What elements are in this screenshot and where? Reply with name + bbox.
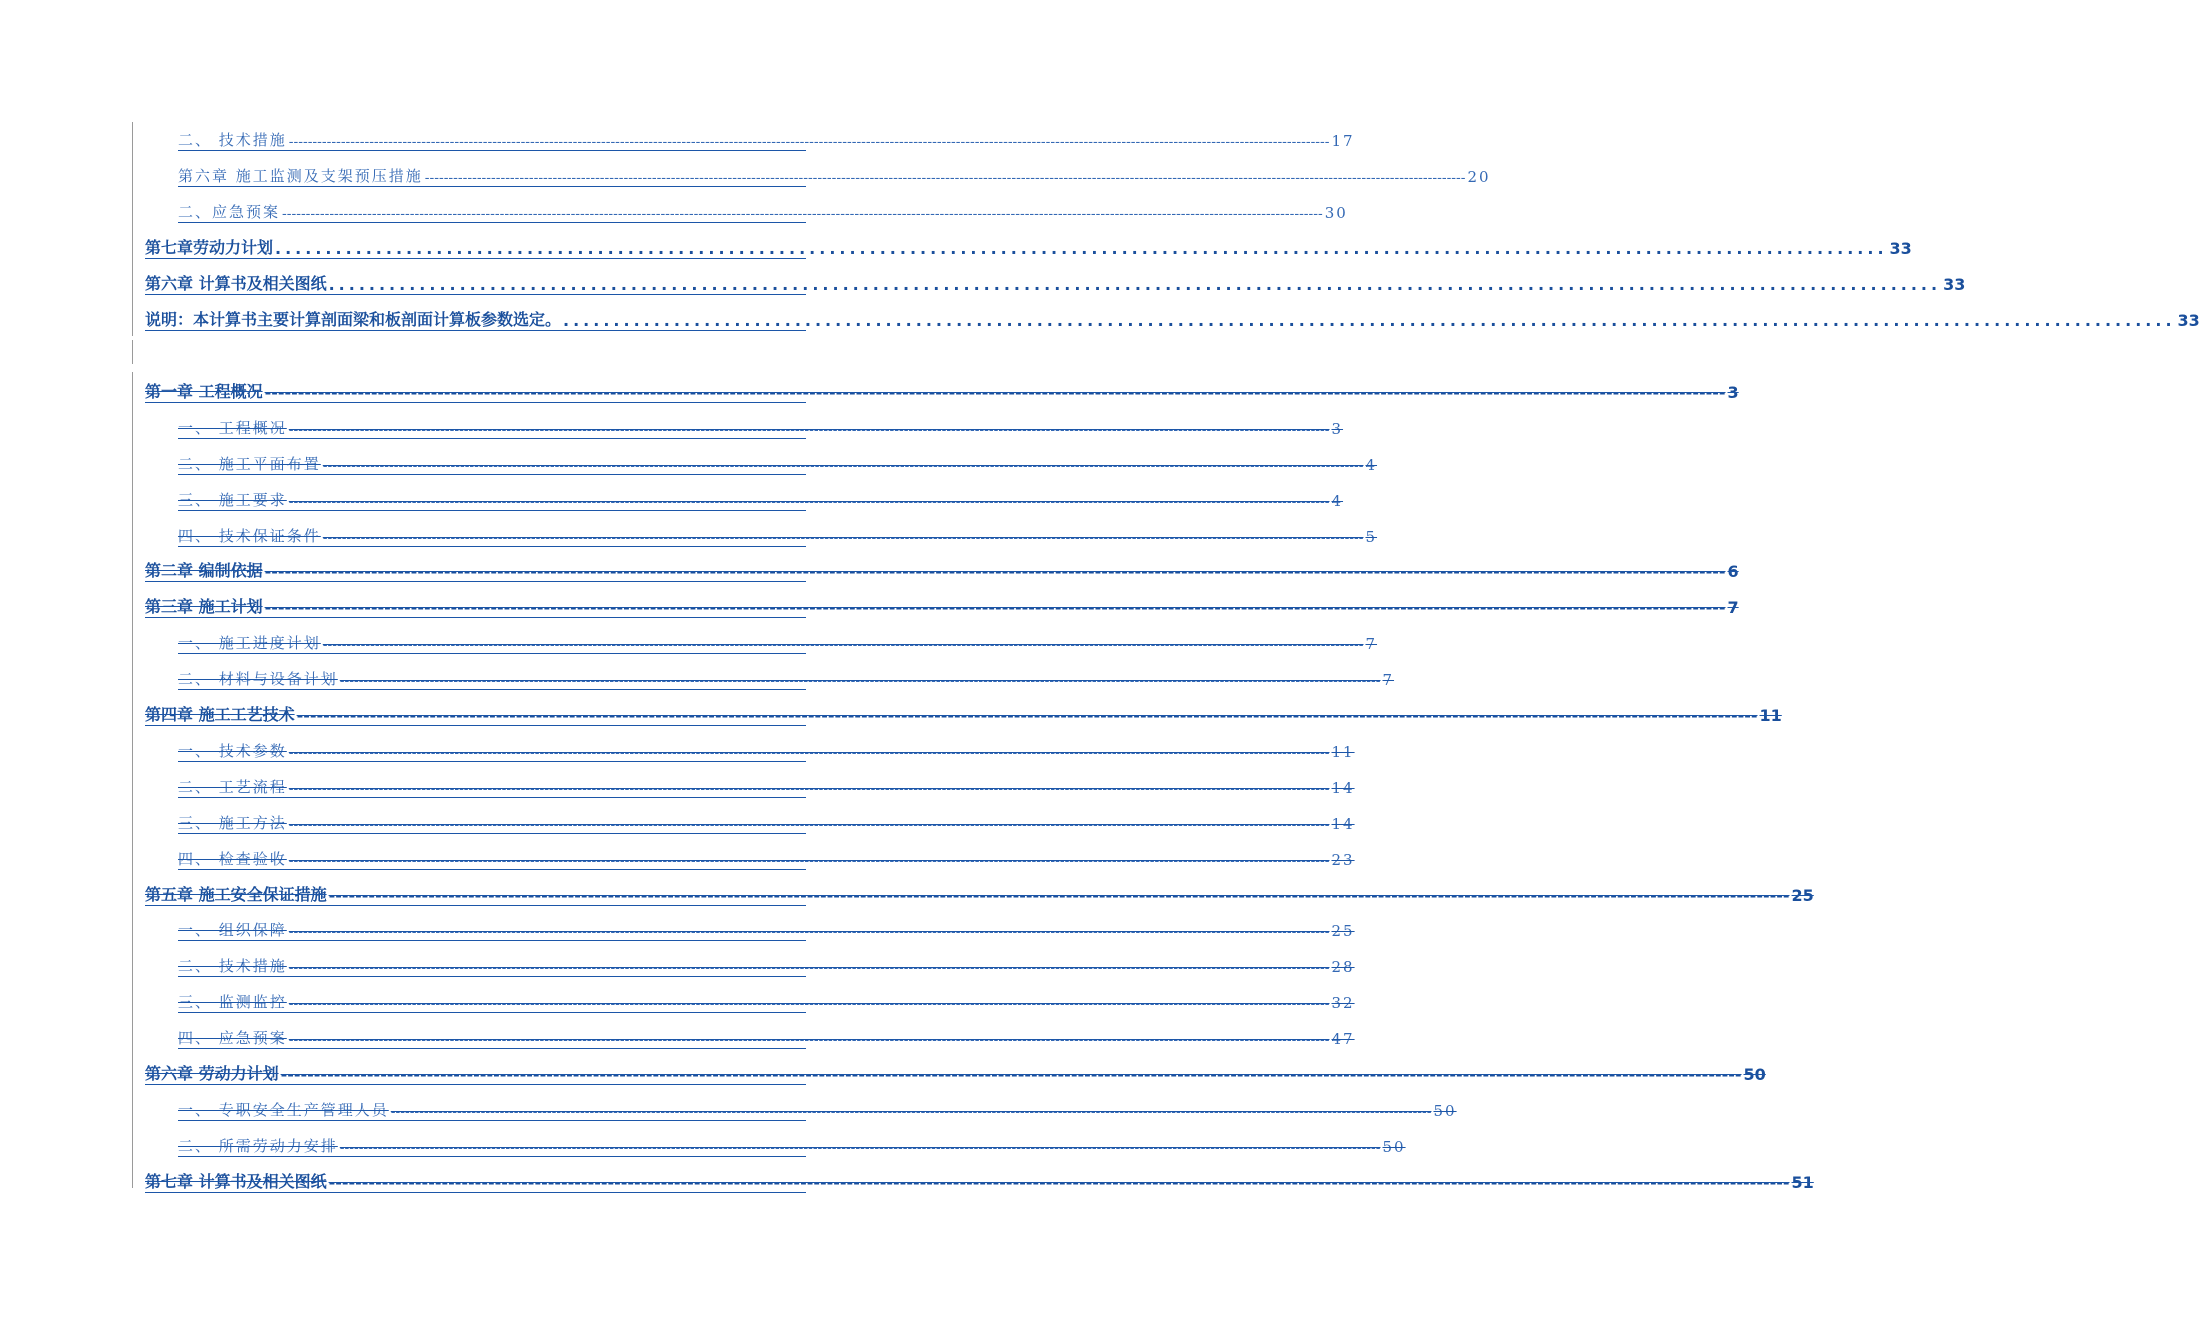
toc-line <box>0 665 1395 689</box>
toc-section-link[interactable] <box>178 198 1348 223</box>
toc-leader: ---------------------------------------------------------------------------------------------------------------------------------------------------------------------------------------------------------------------------- <box>288 960 1330 976</box>
toc-line <box>0 773 1355 797</box>
toc-chapter-link[interactable] <box>145 881 1814 906</box>
toc-page-number: 33 <box>1889 239 1912 258</box>
toc-entry-title: 三、 施工方法 <box>178 814 287 832</box>
toc-entry-title: 三、 施工要求 <box>178 491 287 509</box>
toc-line <box>0 737 1355 761</box>
toc-page-number: 50 <box>1382 1138 1406 1156</box>
toc-page-number: 32 <box>1331 994 1355 1012</box>
toc-line <box>0 450 1378 474</box>
toc-leader: ---------------------------------------------------------------------------------------------------------------------------------------------------------------------------------------------------------------------------- <box>328 1173 1790 1192</box>
toc-chapter-link[interactable] <box>145 378 1739 403</box>
toc-leader: ---------------------------------------------------------------------------------------------------------------------------------------------------------------------------------------------------------------------------- <box>288 1032 1330 1048</box>
toc-page-number: 6 <box>1727 562 1739 581</box>
toc-entry-title: 四、 检查验收 <box>178 850 287 868</box>
toc-leader: ---------------------------------------------------------------------------------------------------------------------------------------------------------------------------------------------------------------------------- <box>264 383 1726 402</box>
toc-leader: ................................................................................................................................................................ <box>275 239 1888 258</box>
toc-line <box>0 1132 1406 1156</box>
toc-page-number: 4 <box>1365 456 1378 474</box>
toc-entry-title: 说明：本计算书主要计算剖面梁和板剖面计算板参数选定。 <box>145 310 562 329</box>
toc-page-number: 14 <box>1331 779 1355 797</box>
toc-entry-title: 一、 施工进度计划 <box>178 634 321 652</box>
toc-line <box>0 629 1378 653</box>
toc-page-number: 4 <box>1331 492 1344 510</box>
toc-leader: ---------------------------------------------------------------------------------------------------------------------------------------------------------------------------------------------------------------------------- <box>322 637 1364 653</box>
toc-page-number: 17 <box>1331 132 1355 150</box>
toc-leader: ---------------------------------------------------------------------------------------------------------------------------------------------------------------------------------------------------------------------------- <box>288 745 1330 761</box>
toc-chapter-link[interactable] <box>145 234 1912 259</box>
toc-section-link[interactable] <box>178 162 1491 187</box>
toc-entry-title: 一、 组织保障 <box>178 921 287 939</box>
toc-leader: ---------------------------------------------------------------------------------------------------------------------------------------------------------------------------------------------------------------------------- <box>288 781 1330 797</box>
toc-line <box>0 1024 1355 1048</box>
toc-entry-title: 第六章 计算书及相关图纸 <box>145 274 327 293</box>
toc-section-link[interactable] <box>178 1096 1457 1121</box>
toc-page-number: 33 <box>1943 275 1966 294</box>
toc-page-number: 3 <box>1331 420 1344 438</box>
change-bar-gap <box>132 340 133 364</box>
toc-line <box>0 557 1739 581</box>
toc-line <box>0 809 1355 833</box>
toc-page-number: 14 <box>1331 815 1355 833</box>
toc-line <box>0 306 2200 330</box>
toc-line <box>0 198 1348 222</box>
toc-entry-title: 第二章 编制依据 <box>145 561 263 580</box>
toc-page-number: 7 <box>1382 671 1395 689</box>
toc-line <box>0 522 1378 546</box>
toc-leader: ---------------------------------------------------------------------------------------------------------------------------------------------------------------------------------------------------------------------------- <box>288 817 1330 833</box>
toc-entry-title: 三、 监测监控 <box>178 993 287 1011</box>
toc-chapter-link[interactable] <box>145 701 1782 726</box>
toc-leader: ---------------------------------------------------------------------------------------------------------------------------------------------------------------------------------------------------------------------------- <box>424 170 1466 186</box>
toc-section-link[interactable] <box>178 1024 1355 1049</box>
toc-leader: ---------------------------------------------------------------------------------------------------------------------------------------------------------------------------------------------------------------------------- <box>288 494 1330 510</box>
toc-line <box>0 270 1966 294</box>
toc-leader: ---------------------------------------------------------------------------------------------------------------------------------------------------------------------------------------------------------------------------- <box>288 996 1330 1012</box>
toc-leader: ---------------------------------------------------------------------------------------------------------------------------------------------------------------------------------------------------------------------------- <box>296 706 1758 725</box>
toc-entry-title: 二、 技术措施 <box>178 957 287 975</box>
toc-entry-title: 四、 应急预案 <box>178 1029 287 1047</box>
toc-section-link[interactable] <box>178 809 1355 834</box>
toc-page-number: 3 <box>1727 383 1739 402</box>
toc-line <box>0 414 1344 438</box>
toc-entry-title: 二、 材料与设备计划 <box>178 670 338 688</box>
toc-line <box>0 701 1782 725</box>
toc-entry-title: 第七章劳动力计划 <box>145 238 274 257</box>
toc-entry-title: 第一章 工程概况 <box>145 382 263 401</box>
toc-entry-title: 一、 技术参数 <box>178 742 287 760</box>
toc-leader: ---------------------------------------------------------------------------------------------------------------------------------------------------------------------------------------------------------------------------- <box>288 134 1330 150</box>
toc-page-number: 5 <box>1365 528 1378 546</box>
toc-line <box>0 988 1355 1012</box>
toc-page-number: 25 <box>1331 922 1355 940</box>
toc-entry-title: 二、 施工平面布置 <box>178 455 321 473</box>
toc-line <box>0 162 1491 186</box>
toc-page-number: 30 <box>1324 204 1348 222</box>
toc-page-number: 50 <box>1433 1102 1457 1120</box>
toc-leader: ---------------------------------------------------------------------------------------------------------------------------------------------------------------------------------------------------------------------------- <box>322 530 1364 546</box>
toc-page-number: 7 <box>1365 635 1378 653</box>
toc-chapter-link[interactable] <box>145 306 2200 331</box>
toc-line <box>0 486 1344 510</box>
toc-section-link[interactable] <box>178 1132 1406 1157</box>
toc-page-number: 7 <box>1727 598 1739 617</box>
toc-page-number: 47 <box>1331 1030 1355 1048</box>
toc-page-number: 20 <box>1467 168 1491 186</box>
toc-line <box>0 916 1355 940</box>
toc-section-link[interactable] <box>178 916 1355 941</box>
toc-page-number: 11 <box>1759 706 1782 725</box>
toc-section-link[interactable] <box>178 126 1355 151</box>
toc-section-link[interactable] <box>178 450 1378 475</box>
toc-section-link[interactable] <box>178 845 1355 870</box>
toc-section-link[interactable] <box>178 952 1355 977</box>
toc-entry-title: 四、 技术保证条件 <box>178 527 321 545</box>
toc-chapter-link[interactable] <box>145 270 1966 295</box>
toc-chapter-link[interactable] <box>145 1060 1766 1085</box>
toc-page-number: 23 <box>1331 851 1355 869</box>
toc-entry-title: 二、 技术措施 <box>178 131 287 149</box>
toc-section-link[interactable] <box>178 665 1395 690</box>
toc-section-link[interactable] <box>178 414 1344 439</box>
toc-page-number: 50 <box>1743 1065 1766 1084</box>
toc-page-number: 51 <box>1791 1173 1814 1192</box>
toc-entry-title: 一、 工程概况 <box>178 419 287 437</box>
toc-leader: ---------------------------------------------------------------------------------------------------------------------------------------------------------------------------------------------------------------------------- <box>264 562 1726 581</box>
toc-entry-title: 二、 工艺流程 <box>178 778 287 796</box>
toc-chapter-link[interactable] <box>145 557 1739 582</box>
toc-entry-title: 第七章 计算书及相关图纸 <box>145 1172 327 1191</box>
toc-line <box>0 593 1739 617</box>
toc-chapter-link[interactable] <box>145 1168 1814 1193</box>
toc-section-link[interactable] <box>178 522 1378 547</box>
toc-entry-title: 第六章 施工监测及支架预压措施 <box>178 167 423 185</box>
toc-leader: ---------------------------------------------------------------------------------------------------------------------------------------------------------------------------------------------------------------------------- <box>339 1140 1381 1156</box>
toc-leader: ---------------------------------------------------------------------------------------------------------------------------------------------------------------------------------------------------------------------------- <box>328 886 1790 905</box>
toc-section-link[interactable] <box>178 629 1378 654</box>
toc-leader: ---------------------------------------------------------------------------------------------------------------------------------------------------------------------------------------------------------------------------- <box>264 598 1726 617</box>
toc-leader: ................................................................................................................................................................ <box>328 275 1942 294</box>
toc-line <box>0 1060 1766 1084</box>
toc-line <box>0 378 1739 402</box>
toc-section-link[interactable] <box>178 737 1355 762</box>
toc-leader: ---------------------------------------------------------------------------------------------------------------------------------------------------------------------------------------------------------------------------- <box>280 1065 1742 1084</box>
toc-entry-title: 二、应急预案 <box>178 203 281 221</box>
toc-entry-title: 二、 所需劳动力安排 <box>178 1137 338 1155</box>
toc-leader: ---------------------------------------------------------------------------------------------------------------------------------------------------------------------------------------------------------------------------- <box>339 673 1381 689</box>
toc-entry-title: 第五章 施工安全保证措施 <box>145 885 327 904</box>
toc-page-number: 33 <box>2177 311 2200 330</box>
toc-line <box>0 234 1912 258</box>
toc-page-number: 25 <box>1791 886 1814 905</box>
toc-leader: ................................................................................................................................................................ <box>563 311 2176 330</box>
toc-entry-title: 第四章 施工工艺技术 <box>145 705 295 724</box>
toc-line <box>0 126 1355 150</box>
toc-page-number: 28 <box>1331 958 1355 976</box>
toc-page-number: 11 <box>1331 743 1355 761</box>
toc-line <box>0 1096 1457 1120</box>
toc-section-link[interactable] <box>178 486 1344 511</box>
toc-leader: ---------------------------------------------------------------------------------------------------------------------------------------------------------------------------------------------------------------------------- <box>282 206 1323 222</box>
toc-entry-title: 第三章 施工计划 <box>145 597 263 616</box>
toc-leader: ---------------------------------------------------------------------------------------------------------------------------------------------------------------------------------------------------------------------------- <box>288 924 1330 940</box>
toc-chapter-link[interactable] <box>145 593 1739 618</box>
toc-leader: ---------------------------------------------------------------------------------------------------------------------------------------------------------------------------------------------------------------------------- <box>288 853 1330 869</box>
toc-line <box>0 1168 1814 1192</box>
change-bar-top <box>132 122 133 336</box>
toc-section-link[interactable] <box>178 988 1355 1013</box>
toc-section-link[interactable] <box>178 773 1355 798</box>
toc-line <box>0 881 1814 905</box>
toc-leader: ---------------------------------------------------------------------------------------------------------------------------------------------------------------------------------------------------------------------------- <box>322 458 1364 474</box>
toc-leader: ---------------------------------------------------------------------------------------------------------------------------------------------------------------------------------------------------------------------------- <box>288 422 1330 438</box>
toc-entry-title: 第六章 劳动力计划 <box>145 1064 279 1083</box>
toc-line <box>0 952 1355 976</box>
toc-entry-title: 一、 专职安全生产管理人员 <box>178 1101 389 1119</box>
toc-line <box>0 845 1355 869</box>
toc-leader: ---------------------------------------------------------------------------------------------------------------------------------------------------------------------------------------------------------------------------- <box>390 1104 1432 1120</box>
